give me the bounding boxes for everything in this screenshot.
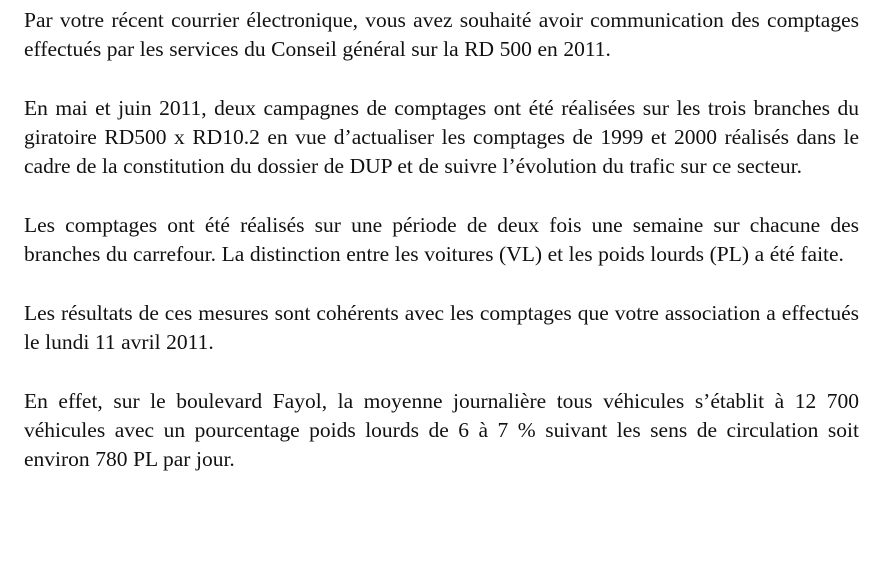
paragraph-results: Les résultats de ces mesures sont cohérents avec les comptages que votre association a effectués le lundi 11 avril 2011. — [24, 300, 859, 355]
paragraph-campaigns: En mai et juin 2011, deux campagnes de comptages ont été réalisées sur les trois branches du giratoire RD500 x RD10.2 en vue d’actualiser les comptages de 1999 et 2000 réalisés dans le cadre de la constitution du dossier de DUP et de suivre l’évolution du trafic sur ce secteur. — [24, 95, 859, 179]
paragraph-method: Les comptages ont été réalisés sur une période de deux fois une semaine sur chacune des branches du carrefour. La distinction entre les voitures (VL) et les poids lourds (PL) a été faite. — [24, 213, 859, 267]
paragraph-traffic: En effet, sur le boulevard Fayol, la moyenne journalière tous véhicules s’établit à 12 700 véhicules avec un pourcentage poids lourds de 6 à 7 % suivant les sens de circulation soit environ 780 PL par jour. — [24, 388, 859, 472]
paragraph-request: Par votre récent courrier électronique, vous avez souhaité avoir communication des comptages effectués par les services du Conseil général sur la RD 500 en 2011. — [24, 8, 859, 62]
